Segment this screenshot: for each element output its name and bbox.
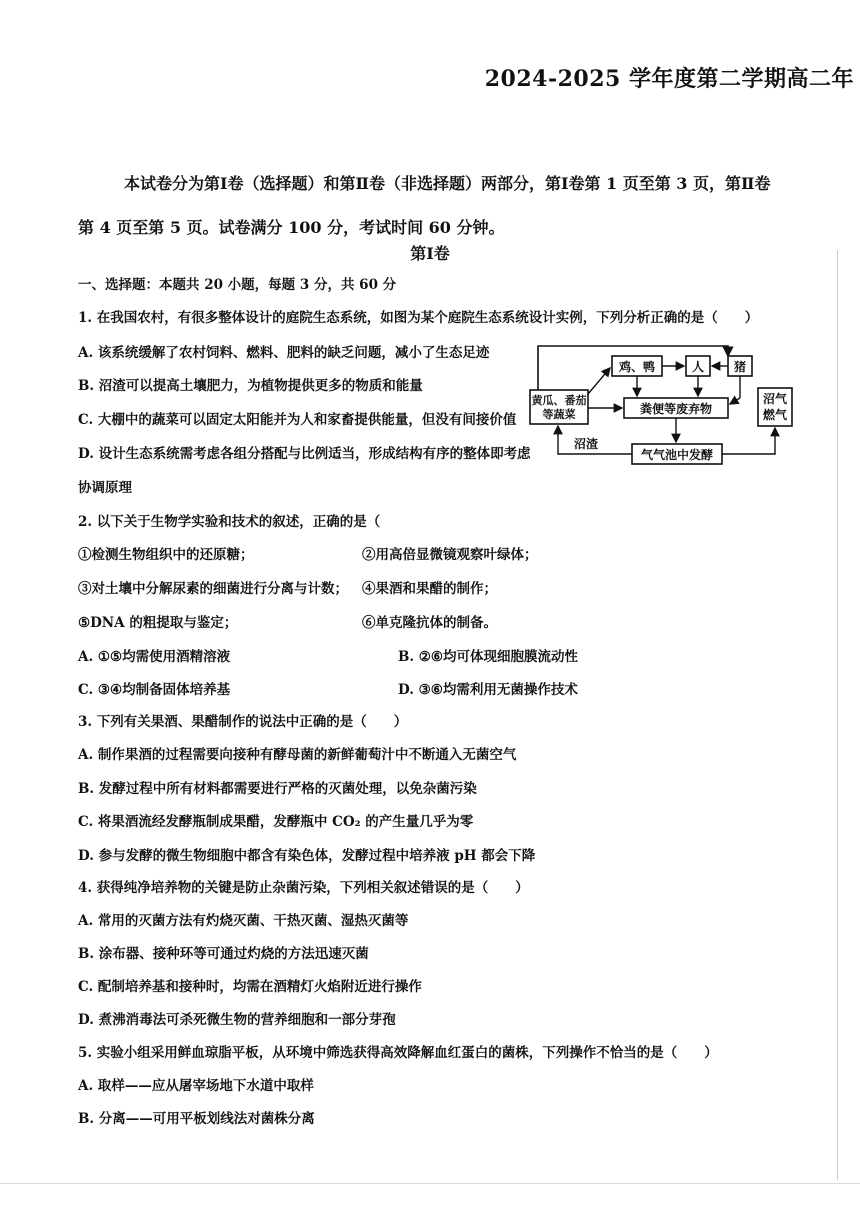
q2-option-b: B. ②⑥均可体现细胞膜流动性 bbox=[398, 649, 579, 665]
instructions-line-1: 本试卷分为第Ⅰ卷（选择题）和第Ⅱ卷（非选择题）两部分，第Ⅰ卷第 1 页至第 3 页，第Ⅱ卷 bbox=[124, 174, 771, 193]
label-biogas-2: 燃气 bbox=[762, 408, 788, 422]
q2-option-c: C. ③④均制备固体培养基 bbox=[78, 682, 231, 698]
q2-item-3: ③对土壤中分解尿素的细菌进行分离与计数； bbox=[78, 581, 348, 597]
q2-option-d: D. ③⑥均需利用无菌操作技术 bbox=[398, 682, 578, 698]
q4-option-b: B. 涂布器、接种环等可通过灼烧的方法迅速灭菌 bbox=[78, 946, 369, 962]
q4-option-d: D. 煮沸消毒法可杀死微生物的营养细胞和一部分芽孢 bbox=[78, 1012, 396, 1028]
q4-stem: 4. 获得纯净培养物的关键是防止杂菌污染，下列相关叙述错误的是（ ） bbox=[78, 880, 529, 896]
q4-option-c: C. 配制培养基和接种时，均需在酒精灯火焰附近进行操作 bbox=[78, 979, 422, 995]
label-biogas-1: 沼气 bbox=[762, 392, 788, 406]
q1-option-d-cont: 协调原理 bbox=[78, 480, 132, 496]
exam-title: 2024-2025 学年度第二学期高二年 bbox=[484, 66, 854, 92]
q3-option-d: D. 参与发酵的微生物细胞中都含有染色体，发酵过程中培养液 pH 都会下降 bbox=[78, 848, 536, 864]
q4-option-a: A. 常用的灭菌方法有灼烧灭菌、干热灭菌、湿热灭菌等 bbox=[78, 913, 409, 929]
label-vegetables-1: 黄瓜、番茄 bbox=[531, 394, 587, 407]
label-residue: 沼渣 bbox=[573, 437, 599, 451]
label-waste: 粪便等废弃物 bbox=[639, 402, 713, 416]
q2-item-6: ⑥单克隆抗体的制备。 bbox=[362, 615, 497, 631]
q2-item-2: ②用高倍显微镜观察叶绿体； bbox=[362, 547, 538, 563]
q3-option-b: B. 发酵过程中所有材料都需要进行严格的灭菌处理，以免杂菌污染 bbox=[78, 781, 477, 797]
ecosystem-diagram bbox=[528, 338, 798, 470]
q2-item-5: ⑤DNA 的粗提取与鉴定； bbox=[78, 615, 238, 631]
label-vegetables-2: 等蔬菜 bbox=[542, 408, 576, 421]
page-edge-line bbox=[837, 250, 838, 1180]
q1-option-d: D. 设计生态系统需考虑各组分搭配与比例适当，形成结构有序的整体即考虑 bbox=[78, 446, 531, 462]
label-human: 人 bbox=[691, 360, 705, 374]
q1-option-a: A. 该系统缓解了农村饲料、燃料、肥料的缺乏问题，减小了生态足迹 bbox=[78, 345, 490, 361]
q2-stem: 2. 以下关于生物学实验和技术的叙述，正确的是（ bbox=[78, 514, 381, 530]
section-title: 第Ⅰ卷 bbox=[410, 244, 450, 263]
q5-option-a: A. 取样——应从屠宰场地下水道中取样 bbox=[78, 1078, 314, 1094]
q5-option-b: B. 分离——可用平板划线法对菌株分离 bbox=[78, 1111, 315, 1127]
part-heading: 一、选择题：本题共 20 小题，每题 3 分，共 60 分 bbox=[78, 277, 397, 293]
q2-item-1: ①检测生物组织中的还原糖； bbox=[78, 547, 254, 563]
instructions-line-2: 第 4 页至第 5 页。试卷满分 100 分，考试时间 60 分钟。 bbox=[78, 218, 505, 237]
q2-option-a: A. ①⑤均需使用酒精溶液 bbox=[78, 649, 231, 665]
q1-option-c: C. 大棚中的蔬菜可以固定太阳能并为人和家畜提供能量，但没有间接价值 bbox=[78, 412, 517, 428]
q3-option-a: A. 制作果酒的过程需要向接种有酵母菌的新鲜葡萄汁中不断通入无菌空气 bbox=[78, 747, 517, 763]
q3-option-c: C. 将果酒流经发酵瓶制成果醋，发酵瓶中 CO₂ 的产生量几乎为零 bbox=[78, 814, 474, 830]
label-chicken-duck: 鸡、鸭 bbox=[618, 360, 656, 374]
q1-stem: 1. 在我国农村，有很多整体设计的庭院生态系统，如图为某个庭院生态系统设计实例，下列分析正确的是（ ） bbox=[78, 310, 759, 326]
q5-stem: 5. 实验小组采用鲜血琼脂平板，从环境中筛选获得高效降解血红蛋白的菌株，下列操作不恰当的是（ ） bbox=[78, 1045, 718, 1061]
exam-instructions bbox=[78, 162, 790, 250]
label-digester: 气气池中发酵 bbox=[640, 448, 714, 462]
q1-option-b: B. 沼渣可以提高土壤肥力，为植物提供更多的物质和能量 bbox=[78, 378, 423, 394]
page-bottom-line bbox=[0, 1183, 860, 1184]
label-pig: 猪 bbox=[733, 360, 747, 374]
q3-stem: 3. 下列有关果酒、果醋制作的说法中正确的是（ ） bbox=[78, 714, 408, 730]
q2-item-4: ④果酒和果醋的制作； bbox=[362, 581, 497, 597]
